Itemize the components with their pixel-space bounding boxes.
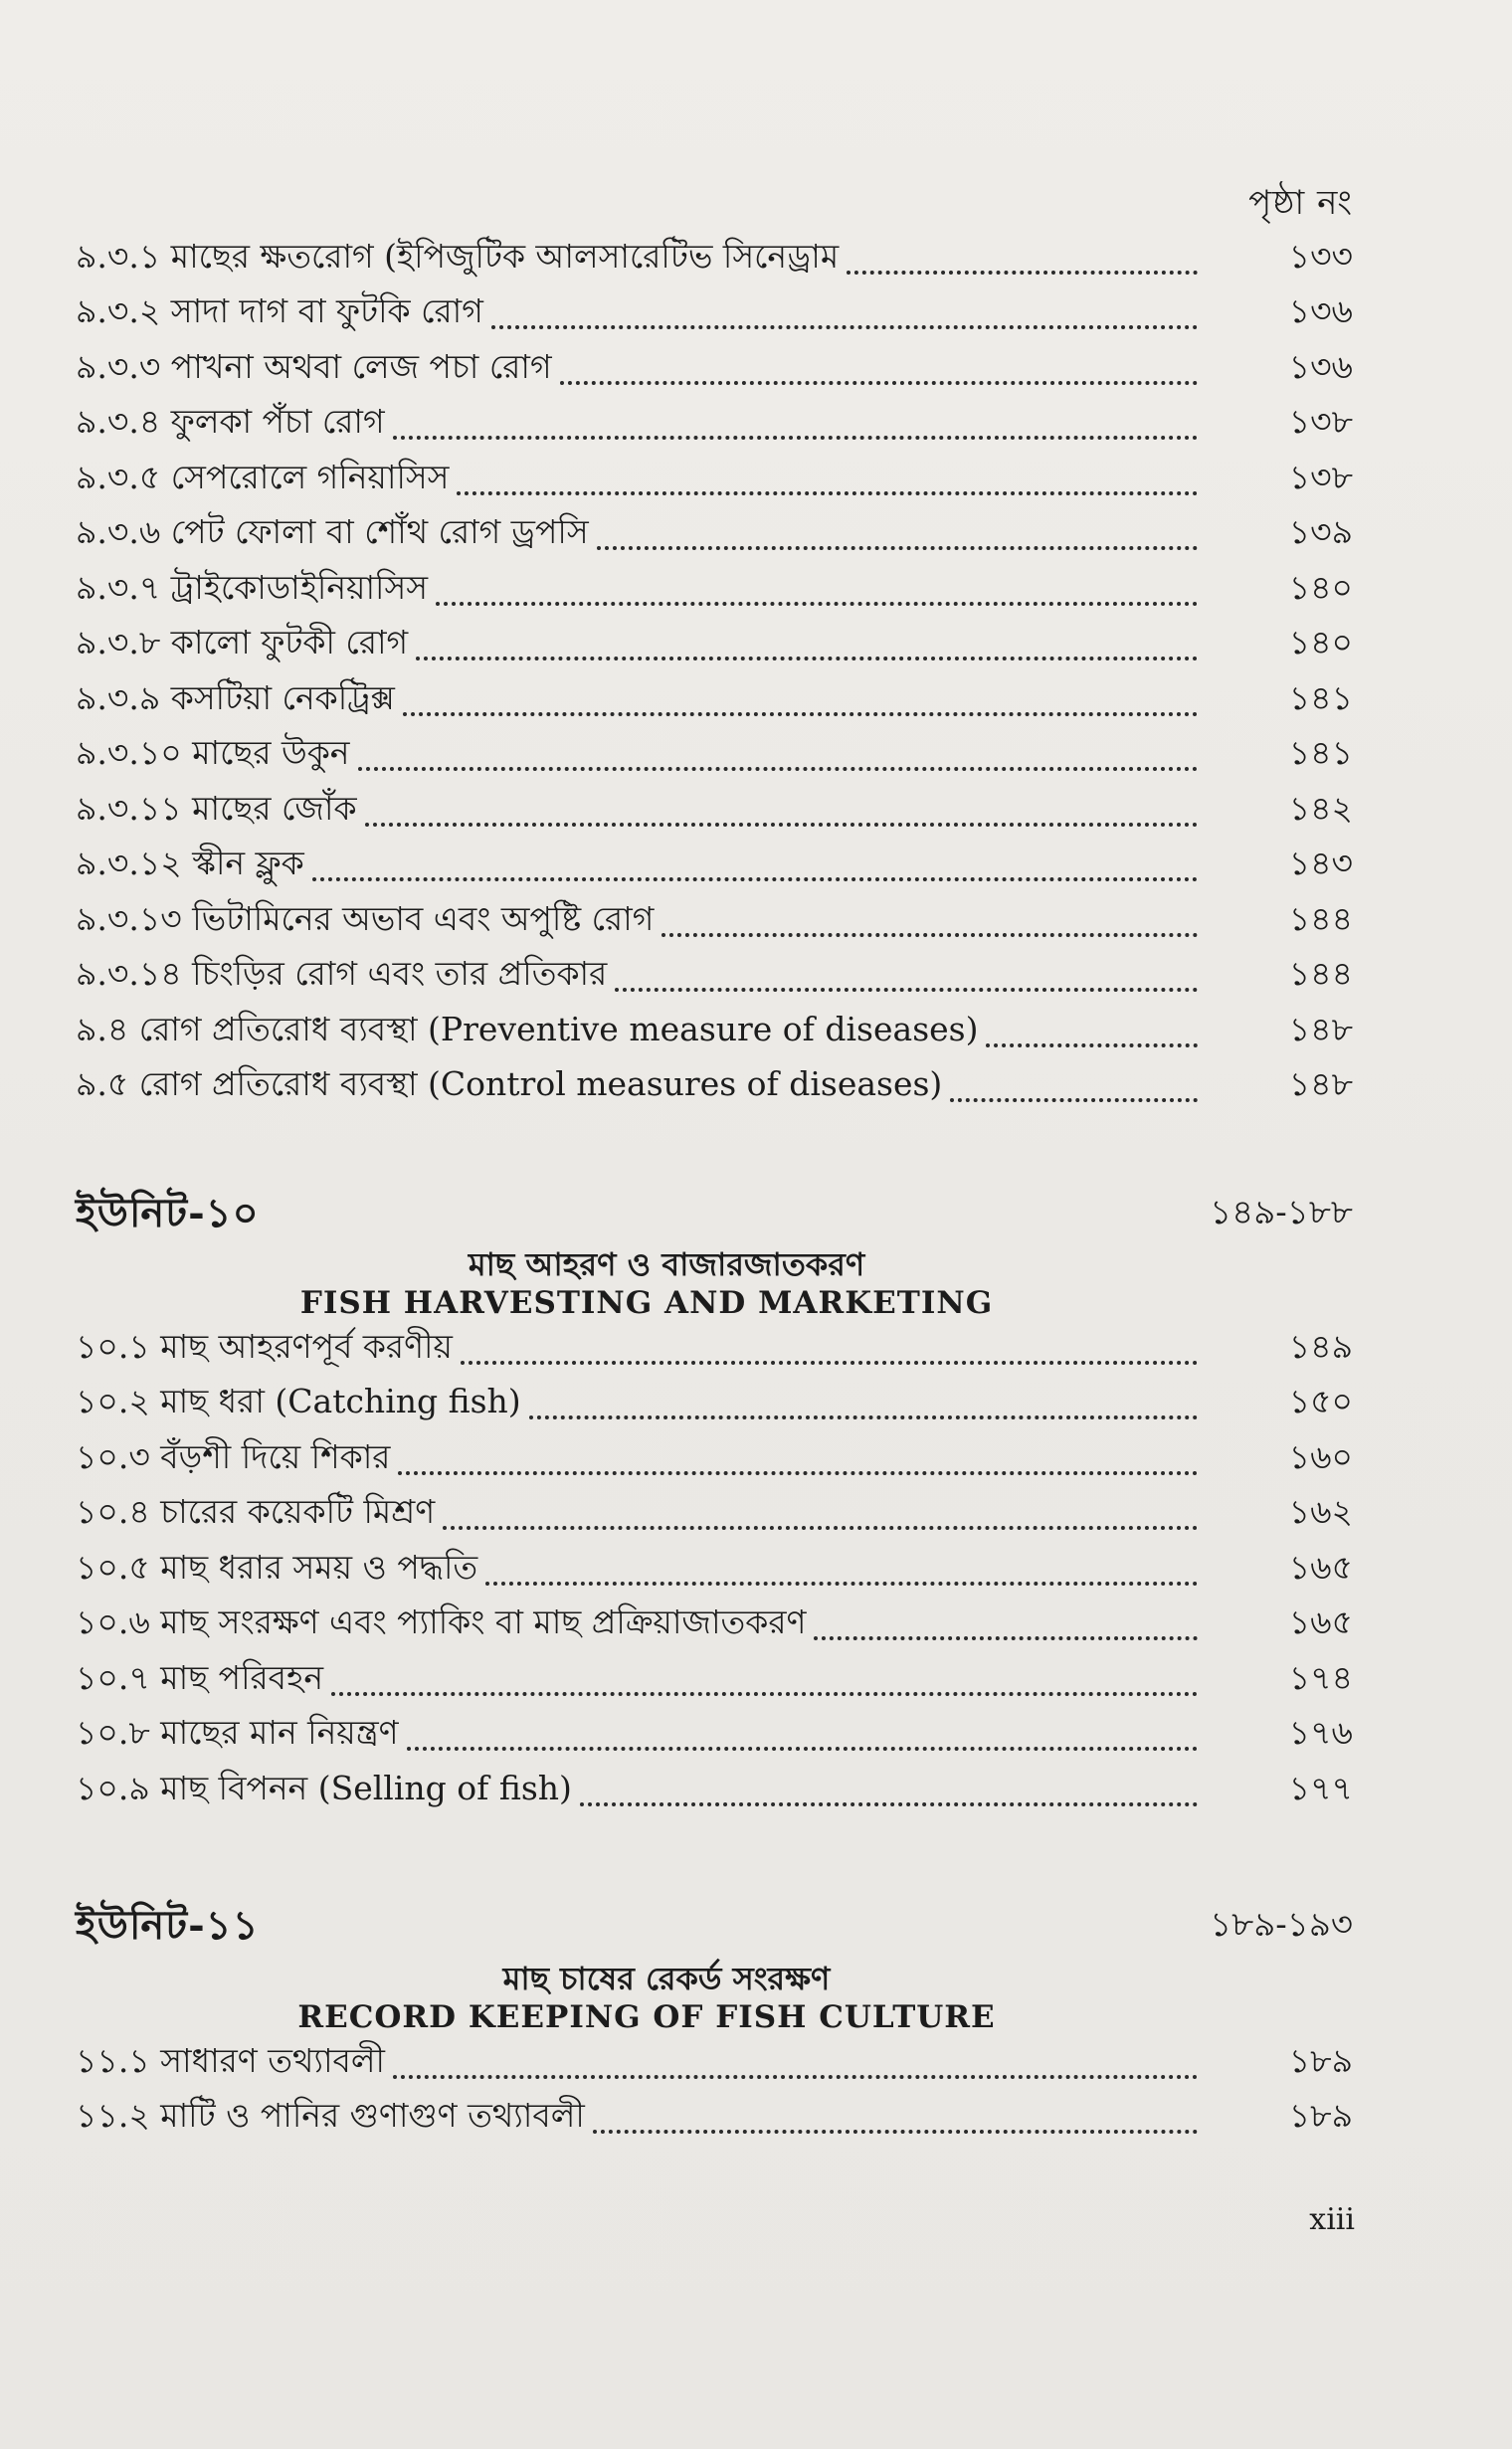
dot-leader: [560, 381, 1198, 385]
toc-entry-page-number: ১৪৮: [1288, 1064, 1353, 1103]
toc-entry-page-number: ১৩৮: [1288, 402, 1353, 441]
unit-10-title: ইউনিট-১০: [76, 1190, 260, 1236]
toc-entry-page-number: ১৪৯: [1288, 1326, 1353, 1366]
toc-entry-label: ৯.৩.১৩ ভিটামিনের অভাব এবং অপুষ্টি রোগ: [76, 898, 655, 938]
toc-entry: [76, 1598, 1353, 1653]
unit-11-page-range: ১৮৯-১৯৩: [1210, 1905, 1353, 1945]
unit-10-subtitle-english: FISH HARVESTING AND MARKETING: [299, 1285, 994, 1321]
dot-leader: [416, 657, 1198, 660]
page-folio-number: xiii: [1309, 2202, 1355, 2237]
toc-entry-page-number: ১৬০: [1288, 1436, 1353, 1476]
toc-entry-label: ৯.৩.৫ সেপরোলে গনিয়াসিস: [76, 457, 450, 496]
toc-entry-page-number: ১৩৬: [1288, 346, 1353, 386]
toc-entry-label: ১০.৬ মাছ সংরক্ষণ এবং প্যাকিং বা মাছ প্রক্রিয়াজাতকরণ: [76, 1602, 807, 1641]
dot-leader: [593, 2130, 1198, 2134]
toc-entry-page-number: ১৪০: [1288, 623, 1353, 661]
toc-entry-label: ১১.২ মাটি ও পানির গুণাগুণ তথ্যাবলী: [76, 2096, 585, 2135]
toc-entry-page-number: ১৬২: [1288, 1492, 1353, 1531]
toc-entry-label: ৯.৩.১০ মাছের উকুন: [76, 733, 350, 772]
toc-entry-label: ১০.২ মাছ ধরা (Catching fish): [76, 1382, 521, 1420]
toc-entry: [76, 893, 1353, 949]
unit-10-page-range: ১৪৯-১৮৮: [1210, 1193, 1353, 1232]
page-number-column-header: পৃষ্ঠা নং: [1248, 183, 1353, 223]
toc-entry-label: ৯.৩.২ সাদা দাগ বা ফুটকি রোগ: [76, 291, 483, 330]
toc-entry: [76, 1763, 1353, 1818]
dot-leader: [407, 1747, 1198, 1751]
toc-entry: [76, 1059, 1353, 1115]
toc-entry-page-number: ১৭৬: [1288, 1713, 1353, 1752]
toc-entry-page-number: ১৬৫: [1288, 1602, 1353, 1641]
dot-leader: [950, 1098, 1198, 1102]
toc-entry-label: ৯.৩.৬ পেট ফোলা বা শোঁথ রোগ ড্রপসি: [76, 512, 589, 551]
toc-entry-label: ৯.৪ রোগ প্রতিরোধ ব্যবস্থা (Preventive measure of diseases): [76, 1009, 979, 1048]
dot-leader: [847, 271, 1198, 275]
toc-entry-label: ১০.৯ মাছ বিপনন (Selling of fish): [76, 1768, 572, 1807]
toc-entry-label: ৯.৩.৯ কসটিয়া নেকট্রিক্স: [76, 677, 395, 717]
toc-entry: [76, 2091, 1353, 2147]
dot-leader: [393, 2075, 1198, 2079]
unit-11-heading: [76, 1894, 1353, 1961]
dot-leader: [358, 767, 1199, 771]
unit-10-subtitle-bengali: মাছ আহরণ ও বাজারজাতকরণ: [468, 1245, 865, 1283]
toc-entry-page-number: ১৩৮: [1288, 457, 1353, 496]
toc-entry: [76, 1652, 1353, 1708]
toc-list-unit-10: [76, 1321, 1353, 1818]
toc-entry-page-number: ১৪৪: [1288, 898, 1353, 938]
dot-leader: [398, 1471, 1198, 1475]
dot-leader: [457, 491, 1198, 495]
toc-entry: [76, 1708, 1353, 1764]
toc-entry-label: ১০.৭ মাছ পরিবহন: [76, 1657, 324, 1697]
toc-entry: [76, 1542, 1353, 1598]
dot-leader: [580, 1802, 1198, 1806]
dot-leader: [393, 436, 1198, 440]
toc-entry-page-number: ১৩৯: [1288, 512, 1353, 551]
toc-entry-label: ৯.৩.৮ কালো ফুটকী রোগ: [76, 623, 409, 661]
toc-entry-label: ১০.৪ চারের কয়েকটি মিশ্রণ: [76, 1492, 436, 1531]
toc-entry-page-number: ১৩৩: [1288, 236, 1353, 276]
toc-entry-label: ১১.১ সাধারণ তথ্যাবলী: [76, 2040, 385, 2080]
toc-entry-label: ৯.৫ রোগ প্রতিরোধ ব্যবস্থা (Control measures of diseases): [76, 1064, 943, 1103]
toc-entry-page-number: ১৮৯: [1288, 2040, 1353, 2080]
toc-entry: [76, 397, 1353, 453]
toc-entry-page-number: ১৭৪: [1288, 1657, 1353, 1697]
dot-leader: [403, 712, 1198, 716]
toc-entry-page-number: ১৪২: [1288, 788, 1353, 828]
toc-entry: [76, 562, 1353, 618]
toc-entry-page-number: ১৫০: [1288, 1382, 1353, 1420]
toc-entry-page-number: ১৪৩: [1288, 844, 1353, 882]
toc-list-unit-11: [76, 2035, 1353, 2146]
toc-entry-page-number: ১৮৯: [1288, 2096, 1353, 2135]
toc-entry: [76, 1321, 1353, 1377]
toc-entry-label: ৯.৩.১৪ চিংড়ির রোগ এবং তার প্রতিকার: [76, 954, 608, 993]
dot-leader: [331, 1692, 1198, 1696]
unit-11-subtitle-bengali: মাছ চাষের রেকর্ড সংরক্ষণ: [502, 1960, 831, 1997]
dot-leader: [485, 1582, 1198, 1586]
dot-leader: [461, 1361, 1198, 1365]
toc-entry: [76, 618, 1353, 673]
toc-entry-page-number: ১৬৫: [1288, 1547, 1353, 1587]
toc-entry-label: ১০.৩ বঁড়শী দিয়ে শিকার: [76, 1436, 391, 1476]
toc-entry: [76, 783, 1353, 839]
dot-leader: [814, 1636, 1198, 1640]
dot-leader: [436, 602, 1198, 606]
toc-entry: [76, 1004, 1353, 1059]
toc-entry-page-number: ১৪০: [1288, 567, 1353, 607]
dot-leader: [443, 1526, 1198, 1530]
toc-entry-label: ৯.৩.৭ ট্রাইকোডাইনিয়াসিস: [76, 567, 429, 607]
toc-entry: [76, 839, 1353, 894]
toc-entry-label: ৯.৩.৩ পাখনা অথবা লেজ পচা রোগ: [76, 346, 552, 386]
toc-entry-label: ৯.৩.১ মাছের ক্ষতরোগ (ইপিজুটিক আলসারেটিভ সিনেড্রাম: [76, 236, 840, 276]
toc-entry-page-number: ১৩৬: [1288, 291, 1353, 330]
toc-list-unit-9: [76, 231, 1353, 1114]
toc-entry: [76, 672, 1353, 728]
dot-leader: [615, 988, 1198, 992]
toc-entry-page-number: ১৪৪: [1288, 954, 1353, 993]
dot-leader: [597, 546, 1198, 550]
toc-entry: [76, 452, 1353, 507]
toc-entry: [76, 2035, 1353, 2091]
toc-entry: [76, 507, 1353, 563]
toc-entry: [76, 1431, 1353, 1487]
toc-entry: [76, 341, 1353, 397]
toc-entry-label: ১০.৮ মাছের মান নিয়ন্ত্রণ: [76, 1713, 399, 1752]
toc-entry-label: ৯.৩.৪ ফুলকা পঁচা রোগ: [76, 402, 385, 441]
toc-entry-page-number: ১৭৭: [1288, 1768, 1353, 1807]
toc-entry: [76, 1377, 1353, 1432]
toc-entry-label: ৯.৩.১২ স্কীন ফ্লুক: [76, 844, 304, 882]
dot-leader: [529, 1415, 1198, 1419]
dot-leader: [986, 1043, 1198, 1047]
toc-entry-label: ১০.১ মাছ আহরণপূর্ব করণীয়: [76, 1326, 453, 1366]
toc-entry: [76, 728, 1353, 784]
unit-11-title: ইউনিট-১১: [76, 1902, 260, 1949]
toc-entry: [76, 1487, 1353, 1543]
dot-leader: [365, 823, 1198, 827]
unit-10-heading: [76, 1182, 1353, 1248]
toc-entry: [76, 949, 1353, 1005]
unit-11-subtitle-english: RECORD KEEPING OF FISH CULTURE: [297, 1999, 996, 2035]
dot-leader: [491, 325, 1198, 329]
toc-entry-label: ৯.৩.১১ মাছের জোঁক: [76, 788, 357, 828]
toc-entry-page-number: ১৪১: [1288, 733, 1353, 772]
toc-entry: [76, 286, 1353, 342]
toc-entry-label: ১০.৫ মাছ ধরার সময় ও পদ্ধতি: [76, 1547, 478, 1587]
toc-entry: [76, 231, 1353, 286]
dot-leader: [312, 877, 1198, 881]
dot-leader: [662, 933, 1198, 937]
toc-entry-page-number: ১৪১: [1288, 677, 1353, 717]
toc-entry-page-number: ১৪৮: [1288, 1009, 1353, 1048]
